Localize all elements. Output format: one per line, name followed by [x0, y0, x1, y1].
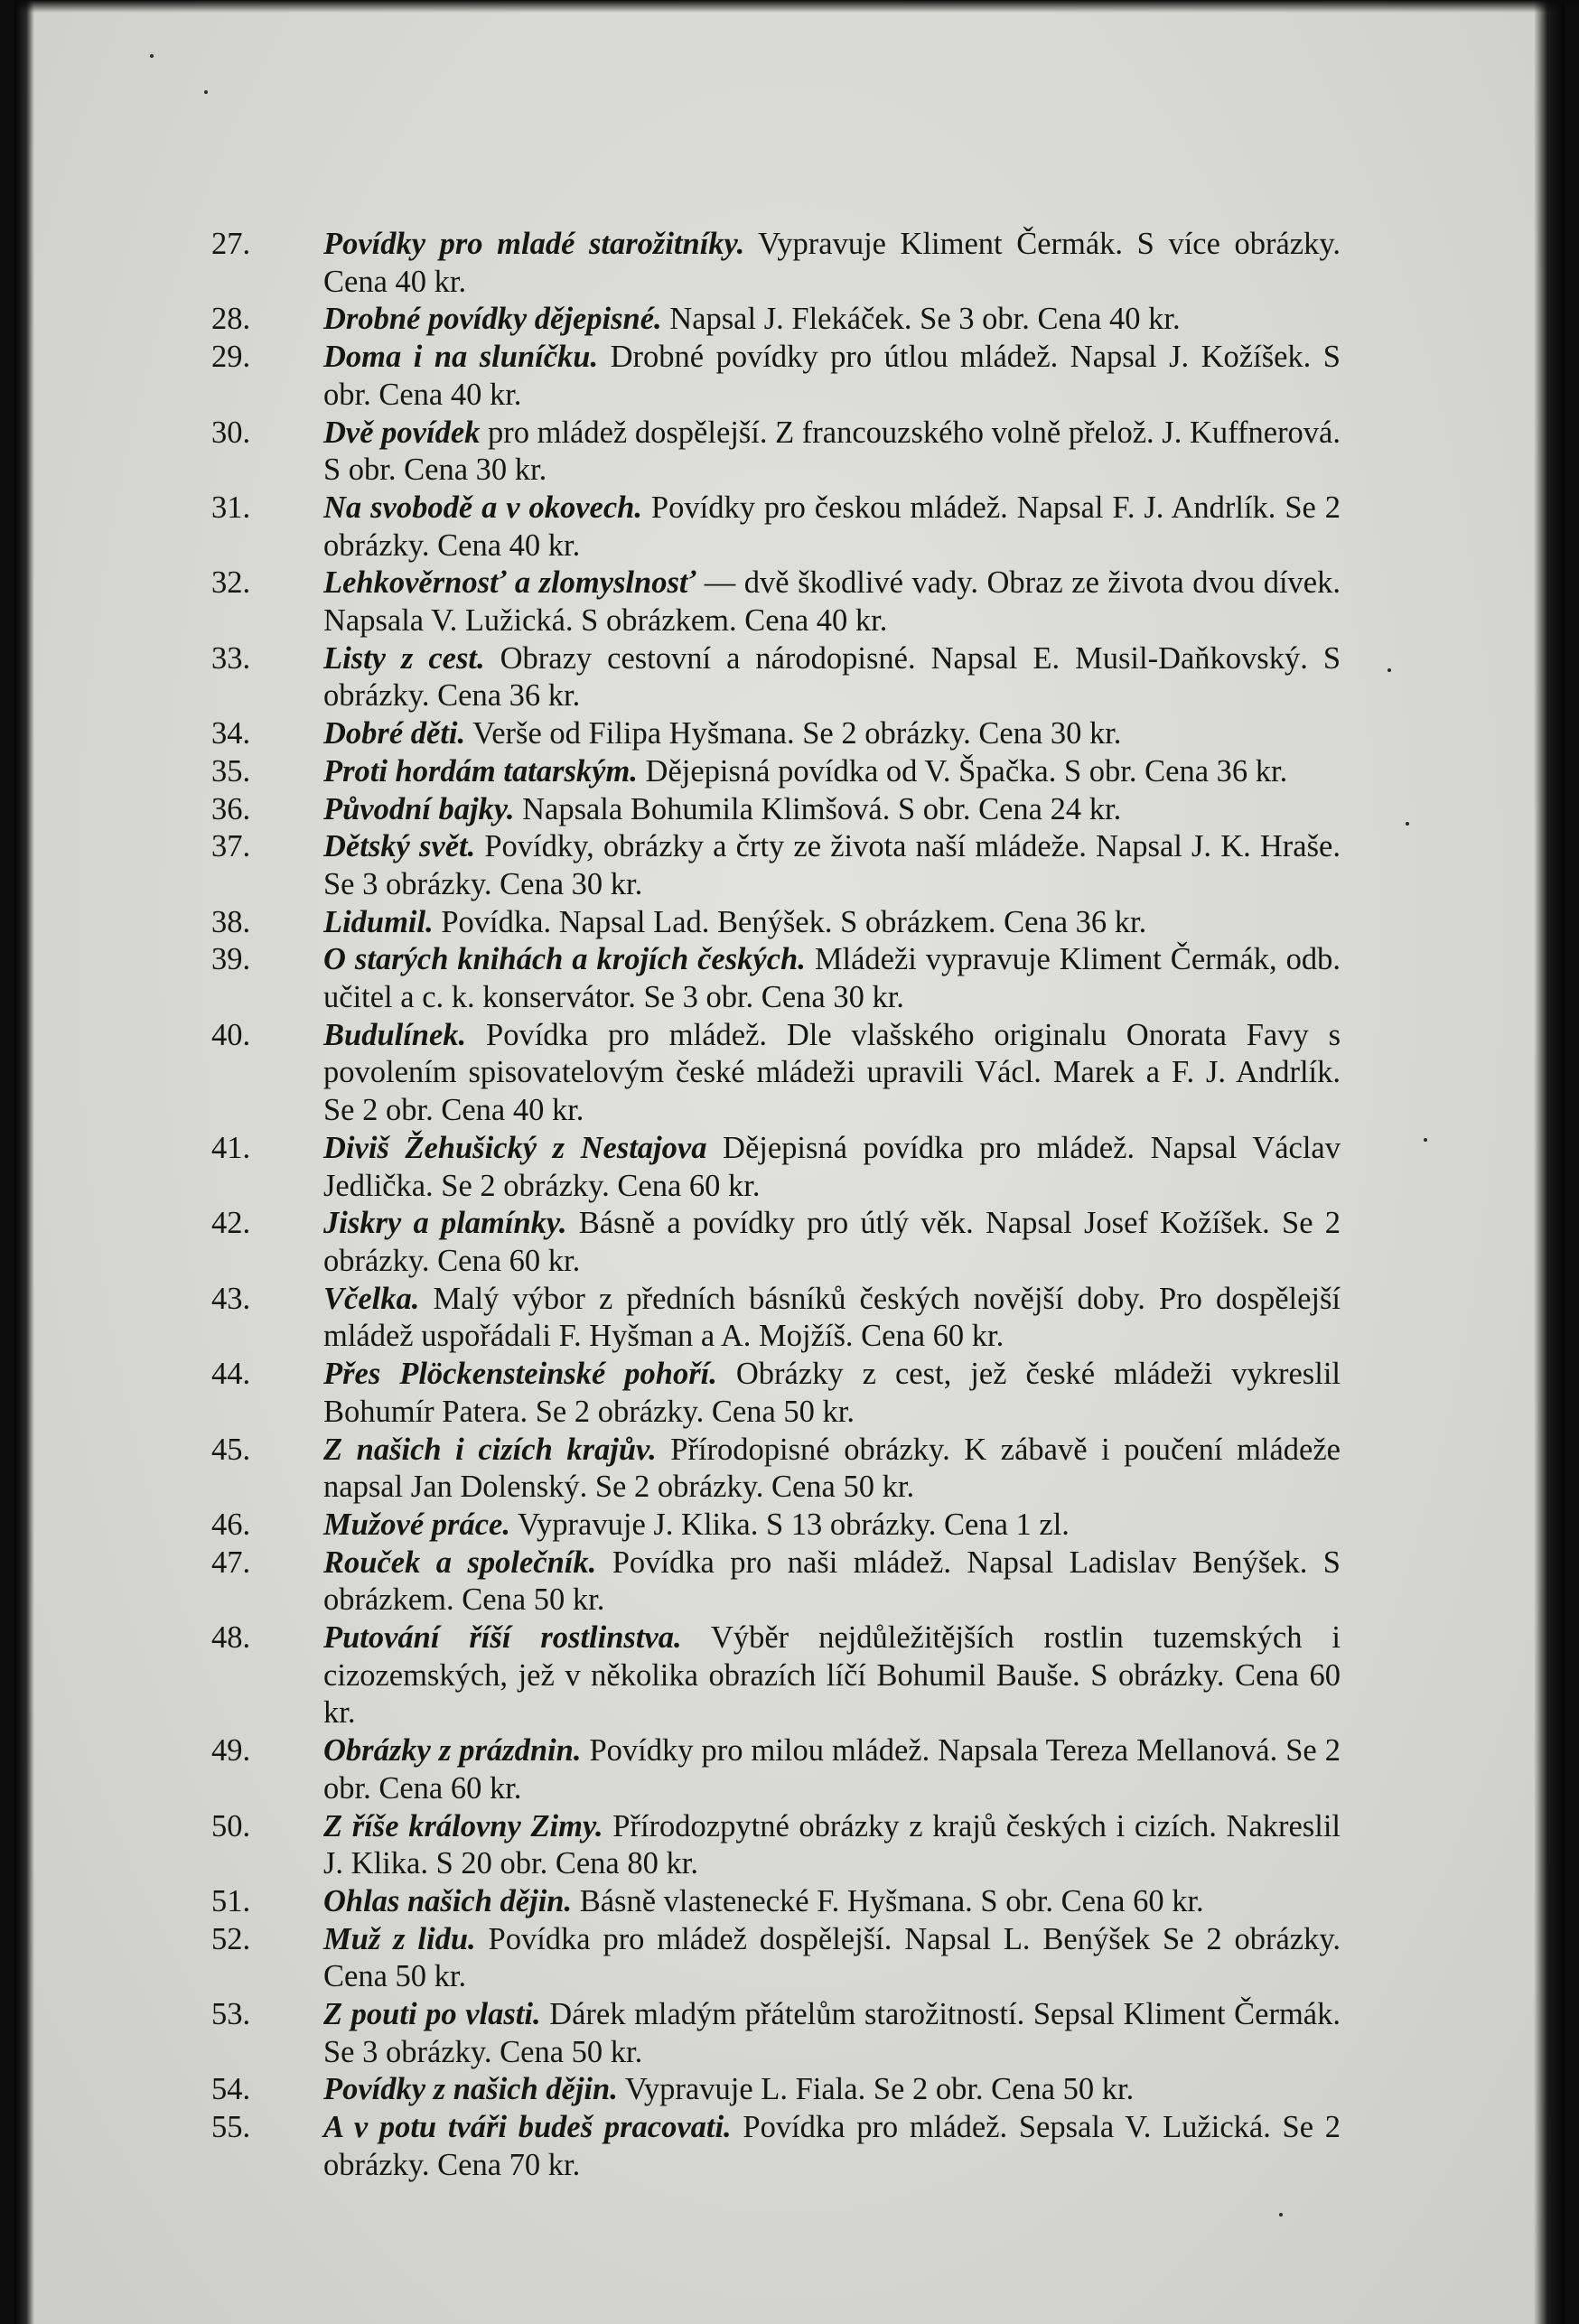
book-title: Doma i na sluníčku.: [323, 340, 599, 375]
entry-number: 32.: [211, 565, 251, 601]
book-title: Přes Plöckensteinské pohoří.: [323, 1357, 717, 1392]
book-description: Obrázky z cest, jež české mládeži vykreslil Bohumír Patera. Se 2 obrázky. Cena 50 kr.: [323, 1357, 1341, 1429]
book-description: Povídka. Napsal Lad. Benýšek. S obrázkem. Cena 36 kr.: [433, 904, 1147, 939]
book-title: Lehkověrnosť a zlomyslnosť: [323, 565, 696, 601]
book-title: Lidumil.: [323, 904, 434, 939]
book-title: O starých knihách a krojích českých.: [323, 942, 806, 977]
entry-number: 45.: [211, 1432, 251, 1467]
book-title: Dobré děti.: [323, 716, 466, 751]
book-title: Na svobodě a v okovech.: [323, 490, 642, 525]
book-description: Přírodozpytné obrázky z krajů českých i cizích. Nakreslil J. Klika. S 20 obr. Cena 80 kr.: [323, 1808, 1341, 1881]
entry-number: 29.: [211, 340, 251, 375]
book-title: Původní bajky.: [323, 791, 515, 826]
ink-speck: [204, 90, 208, 94]
book-description: Verše od Filipa Hyšmana. Se 2 obrázky. Cena 30 kr.: [465, 716, 1122, 751]
book-description: Dějepisná povídka pro mládež. Napsal Václav Jedlička. Se 2 obrázky. Cena 60 kr.: [323, 1130, 1341, 1203]
entry-number: 51.: [211, 1883, 251, 1918]
list-item: [211, 1507, 1341, 1545]
book-description: Povídky pro milou mládež. Napsala Tereza Mellanová. Se 2 obr. Cena 60 kr.: [323, 1733, 1341, 1806]
list-item: [211, 2071, 1341, 2109]
ink-speck: [1279, 2213, 1283, 2217]
book-description: Výběr nejdůležitějších rostlin tuzemských i cizozemských, jež v několika obrazích líčí Bohumil Bauše. S obrázky. Cena 60 kr.: [323, 1620, 1341, 1731]
entry-number: 38.: [211, 904, 251, 939]
entry-number: 54.: [211, 2072, 251, 2107]
list-item: [211, 1205, 1341, 1280]
entry-number: 27.: [211, 227, 251, 261]
list-item: [211, 565, 1341, 639]
book-description: Vypravuje Kliment Čermák. S více obrázky. Cena 40 kr.: [323, 227, 1341, 299]
list-item: [211, 1356, 1341, 1431]
list-item: [211, 1545, 1341, 1619]
list-item: [211, 1130, 1341, 1205]
book-title: A v potu tváři budeš pracovati.: [323, 2110, 732, 2145]
book-description: Mládeži vypravuje Kliment Čermák, odb. učitel a c. k. konservátor. Se 3 obr. Cena 30 kr.: [323, 942, 1341, 1015]
left-binding-shadow: [14, 0, 34, 2324]
entry-number: 31.: [211, 490, 251, 525]
book-description: Povídka pro mládež. Dle vlašského originalu Onorata Favy s povolením spisovatelovým české mládeži upravili Václ. Marek a F. J. Andrlík. Se 2 obr. Cena 40 kr.: [323, 1017, 1341, 1128]
book-title: Dětský svět.: [323, 829, 476, 864]
book-description: Povídky pro českou mládež. Napsal F. J. Andrlík. Se 2 obrázky. Cena 40 kr.: [323, 490, 1341, 563]
paper-sheet: [14, 0, 1565, 2324]
entry-number: 50.: [211, 1808, 251, 1843]
list-item: [211, 301, 1341, 339]
ink-speck: [1424, 1138, 1427, 1142]
book-title: Budulínek.: [323, 1017, 467, 1052]
book-title: Muž z lidu.: [323, 1921, 476, 1956]
book-title: Z říše královny Zimy.: [323, 1808, 603, 1843]
book-description: Napsal J. Flekáček. Se 3 obr. Cena 40 kr.: [661, 302, 1181, 337]
book-description: Povídka pro naši mládež. Napsal Ladislav Benýšek. S obrázkem. Cena 50 kr.: [323, 1545, 1341, 1618]
book-title: Rouček a společník.: [323, 1545, 597, 1580]
list-item: [211, 753, 1341, 791]
list-item: [211, 1017, 1341, 1130]
book-description: Dějepisná povídka od V. Špačka. S obr. Cena 36 kr.: [637, 753, 1288, 789]
entry-number: 53.: [211, 1997, 251, 2032]
entry-number: 47.: [211, 1545, 251, 1580]
book-title: Povídky pro mladé starožitníky.: [323, 227, 745, 261]
entry-number: 34.: [211, 716, 251, 751]
book-description: Vypravuje L. Fiala. Se 2 obr. Cena 50 kr.: [617, 2072, 1135, 2107]
book-title: Z našich i cizích krajův.: [323, 1432, 657, 1467]
list-item: [211, 1732, 1341, 1807]
entry-number: 43.: [211, 1281, 251, 1316]
list-item: [211, 828, 1341, 903]
list-item: [211, 1921, 1341, 1996]
book-description: Básně a povídky pro útlý věk. Napsal Josef Kožíšek. Se 2 obrázky. Cena 60 kr.: [323, 1206, 1341, 1278]
entry-number: 44.: [211, 1357, 251, 1392]
list-item: [211, 904, 1341, 942]
book-title: Z pouti po vlasti.: [323, 1997, 541, 2032]
entry-number: 52.: [211, 1921, 251, 1956]
book-title: Diviš Žehušický z Nestajova: [323, 1130, 707, 1165]
entry-number: 41.: [211, 1130, 251, 1165]
list-item: [211, 490, 1341, 565]
list-item: [211, 1808, 1341, 1883]
entry-number: 35.: [211, 753, 251, 789]
book-description: Básně vlastenecké F. Hyšmana. S obr. Cena 60 kr.: [572, 1883, 1204, 1918]
book-description: Obrazy cestovní a národopisné. Napsal E. Musil-Daňkovský. S obrázky. Cena 36 kr.: [323, 640, 1341, 714]
book-list: [211, 226, 1341, 2185]
book-title: Včelka.: [323, 1281, 420, 1316]
list-item: [211, 415, 1341, 490]
list-item: [211, 640, 1341, 715]
book-title: Listy z cest.: [323, 640, 485, 676]
list-item: [211, 1996, 1341, 2071]
entry-number: 42.: [211, 1206, 251, 1241]
entry-number: 48.: [211, 1620, 251, 1656]
entry-number: 49.: [211, 1733, 251, 1769]
right-edge-shadow: [1534, 0, 1565, 2324]
entry-number: 30.: [211, 415, 251, 450]
list-item: [211, 791, 1341, 829]
ink-speck: [150, 54, 154, 58]
book-description: Povídky, obrázky a črty ze života naší mládeže. Napsal J. K. Hraše. Se 3 obrázky. Cena 30 kr.: [323, 829, 1341, 901]
book-description: Vypravuje J. Klika. S 13 obrázky. Cena 1 zl.: [509, 1507, 1070, 1542]
book-title: Drobné povídky dějepisné.: [323, 302, 662, 337]
list-item: [211, 715, 1341, 753]
book-description: Povídka pro mládež dospělejší. Napsal L. Benýšek Se 2 obrázky. Cena 50 kr.: [323, 1921, 1341, 1994]
book-title: Putování říší rostlinstva.: [323, 1620, 682, 1656]
book-title: Mužové práce.: [323, 1507, 510, 1542]
book-description: Drobné povídky pro útlou mládež. Napsal J. Kožíšek. S obr. Cena 40 kr.: [323, 340, 1341, 412]
ink-speck: [1387, 668, 1391, 672]
entry-number: 55.: [211, 2110, 251, 2145]
book-title: Dvě povídek: [323, 415, 481, 450]
book-title: Obrázky z prázdnin.: [323, 1733, 582, 1769]
book-title: Jiskry a plamínky.: [323, 1206, 567, 1241]
entry-number: 37.: [211, 829, 251, 864]
list-item: [211, 226, 1341, 301]
book-description: Malý výbor z předních básníků českých novější doby. Pro dospělejší mládež uspořádali F. Hyšman a A. Mojžíš. Cena 60 kr.: [323, 1281, 1341, 1354]
ink-speck: [1406, 822, 1409, 826]
book-description: Napsala Bohumila Klimšová. S obr. Cena 24 kr.: [514, 791, 1122, 826]
top-edge-shadow: [14, 0, 1579, 13]
list-item: [211, 1432, 1341, 1507]
book-description: Dárek mladým přátelům starožitností. Sepsal Kliment Čermák. Se 3 obrázky. Cena 50 kr.: [323, 1997, 1341, 2069]
entry-number: 46.: [211, 1507, 251, 1542]
entry-number: 28.: [211, 302, 251, 337]
entry-number: 36.: [211, 791, 251, 826]
list-item: [211, 1619, 1341, 1732]
entry-number: 40.: [211, 1017, 251, 1052]
book-title: Proti hordám tatarským.: [323, 753, 638, 789]
book-description: — dvě škodlivé vady. Obraz ze života dvou dívek. Napsala V. Lužická. S obrázkem. Cena 40 kr.: [323, 565, 1341, 639]
book-title: Povídky z našich dějin.: [323, 2072, 618, 2107]
entry-number: 39.: [211, 942, 251, 977]
book-description: Přírodopisné obrázky. K zábavě i poučení mládeže napsal Jan Dolenský. Se 2 obrázky. Cena 50 kr.: [323, 1432, 1341, 1505]
list-item: [211, 941, 1341, 1016]
book-title: Ohlas našich dějin.: [323, 1883, 573, 1918]
book-description: pro mládež dospělejší. Z francouzského volně přelož. J. Kuffnerová. S obr. Cena 30 kr.: [323, 415, 1341, 488]
list-item: [211, 2109, 1341, 2184]
entry-number: 33.: [211, 640, 251, 676]
book-description: Povídka pro mládež. Sepsala V. Lužická. Se 2 obrázky. Cena 70 kr.: [323, 2110, 1341, 2182]
list-item: [211, 339, 1341, 414]
list-item: [211, 1883, 1341, 1921]
list-item: [211, 1281, 1341, 1356]
